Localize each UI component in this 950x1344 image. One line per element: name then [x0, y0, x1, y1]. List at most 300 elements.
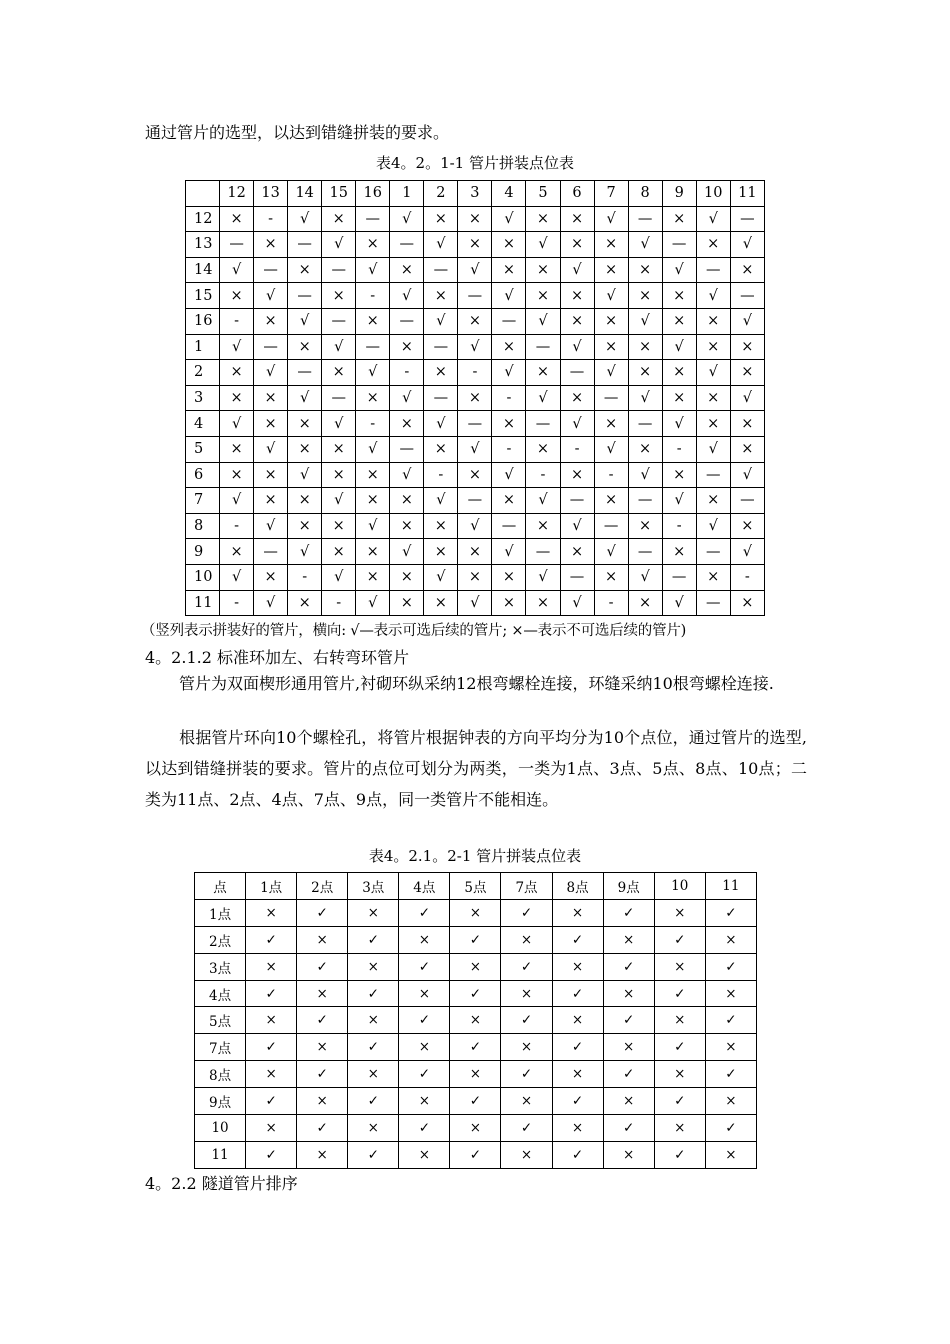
table-cell: — [288, 283, 322, 309]
table-row [195, 1115, 757, 1142]
table-cell: ✓ [552, 926, 603, 953]
table-cell: — [628, 539, 662, 565]
table-cell: × [526, 513, 560, 539]
column-header: 1点 [246, 873, 297, 900]
column-header: 12 [220, 181, 254, 207]
table-cell: √ [390, 283, 424, 309]
header-row [195, 873, 757, 900]
table-row [186, 462, 765, 488]
table-cell: × [220, 283, 254, 309]
table-cell: × [552, 899, 603, 926]
table-cell: × [628, 257, 662, 283]
row-header: 7点 [195, 1034, 246, 1061]
table-cell: — [254, 257, 288, 283]
table-cell: × [654, 899, 705, 926]
table-cell: √ [594, 360, 628, 386]
header-row [186, 181, 765, 207]
table1-note: （竖列表示拼装好的管片，横向: √—表示可选后续的管片; ×—表示不可选后续的管片) [141, 623, 687, 639]
table-cell: - [220, 513, 254, 539]
table-cell: × [662, 462, 696, 488]
table-cell: × [424, 436, 458, 462]
table-cell: × [288, 436, 322, 462]
table-cell: √ [696, 436, 730, 462]
table-cell: - [492, 385, 526, 411]
paragraph-1 [145, 668, 807, 699]
table-cell: × [662, 360, 696, 386]
table-cell: — [322, 257, 356, 283]
table-cell: ✓ [501, 899, 552, 926]
table-cell: ✓ [348, 980, 399, 1007]
table-cell: × [526, 206, 560, 232]
row-header: 6 [186, 462, 220, 488]
table-cell: √ [730, 232, 764, 258]
table-cell: × [254, 232, 288, 258]
table-cell: √ [458, 257, 492, 283]
table-cell: × [348, 1007, 399, 1034]
table-cell: √ [390, 462, 424, 488]
table-cell: × [552, 1007, 603, 1034]
table-cell: - [594, 590, 628, 616]
table-cell: — [254, 334, 288, 360]
table-cell: √ [662, 488, 696, 514]
table-cell: — [322, 385, 356, 411]
table-cell: — [594, 385, 628, 411]
table-cell: ✓ [246, 1088, 297, 1115]
table-row [195, 926, 757, 953]
table-cell: × [424, 513, 458, 539]
column-header: 3点 [348, 873, 399, 900]
table-cell: √ [730, 308, 764, 334]
table-cell: — [424, 334, 458, 360]
table-cell: × [322, 283, 356, 309]
table-cell: - [526, 462, 560, 488]
table-cell: × [424, 283, 458, 309]
column-header: 9点 [603, 873, 654, 900]
row-header: 12 [186, 206, 220, 232]
table-cell: ✓ [705, 1061, 756, 1088]
table-cell: √ [356, 360, 390, 386]
table-cell: × [654, 953, 705, 980]
table-cell: × [730, 360, 764, 386]
table-cell: × [560, 283, 594, 309]
table-cell: √ [220, 488, 254, 514]
table-cell: √ [492, 206, 526, 232]
table-cell: - [322, 590, 356, 616]
table-cell: × [356, 232, 390, 258]
table-cell: × [628, 436, 662, 462]
table-cell: √ [560, 513, 594, 539]
table-cell: × [492, 334, 526, 360]
table-cell: ✓ [603, 1061, 654, 1088]
table-cell: × [594, 232, 628, 258]
table-cell: × [356, 462, 390, 488]
table-cell: — [458, 283, 492, 309]
table-cell: × [730, 334, 764, 360]
table-cell: × [603, 980, 654, 1007]
table-cell: ✓ [297, 899, 348, 926]
table-cell: × [730, 513, 764, 539]
column-header: 4点 [399, 873, 450, 900]
section-heading: 4。2.1.2 标准环加左、右转弯环管片 [145, 648, 409, 667]
column-header: 11 [730, 181, 764, 207]
table-cell: — [458, 488, 492, 514]
row-header: 2点 [195, 926, 246, 953]
table-cell: × [220, 206, 254, 232]
table-cell: × [696, 232, 730, 258]
table-cell: — [322, 308, 356, 334]
row-header: 10 [186, 564, 220, 590]
table-cell: ✓ [348, 1088, 399, 1115]
row-header: 15 [186, 283, 220, 309]
table-row [195, 1088, 757, 1115]
table-cell: × [628, 590, 662, 616]
table-cell: × [458, 564, 492, 590]
table-cell: × [603, 926, 654, 953]
table-cell: √ [322, 564, 356, 590]
table-row [195, 980, 757, 1007]
table-cell: ✓ [552, 1034, 603, 1061]
table-cell: × [390, 334, 424, 360]
table-cell: ✓ [552, 1088, 603, 1115]
table-cell: × [399, 1088, 450, 1115]
table-cell: × [254, 385, 288, 411]
table-cell: — [696, 590, 730, 616]
table-cell: √ [696, 206, 730, 232]
table-cell: ✓ [705, 1115, 756, 1142]
table-row [186, 232, 765, 258]
table-cell: √ [356, 257, 390, 283]
table-cell: √ [526, 232, 560, 258]
table-cell: × [220, 539, 254, 565]
table-cell: × [288, 590, 322, 616]
table-cell: × [450, 1061, 501, 1088]
table-cell: √ [390, 539, 424, 565]
table-cell: √ [356, 436, 390, 462]
table-cell: × [220, 360, 254, 386]
segment-position-table-2 [194, 872, 757, 1169]
table-cell: √ [458, 590, 492, 616]
table-cell: ✓ [603, 1115, 654, 1142]
table-cell: ✓ [501, 1115, 552, 1142]
table-cell: - [730, 564, 764, 590]
paragraph-2 [145, 722, 807, 815]
table-cell: √ [526, 564, 560, 590]
table-cell: — [594, 513, 628, 539]
table-cell: × [450, 1007, 501, 1034]
table-cell: × [696, 334, 730, 360]
table-cell: √ [424, 232, 458, 258]
table-cell: ✓ [654, 926, 705, 953]
table-cell: × [730, 411, 764, 437]
table-cell: — [628, 411, 662, 437]
table-cell: √ [730, 385, 764, 411]
table-row [186, 411, 765, 437]
table-cell: × [297, 980, 348, 1007]
table-cell: - [662, 513, 696, 539]
table-cell: ✓ [603, 899, 654, 926]
table-cell: ✓ [297, 1061, 348, 1088]
table-cell: √ [220, 411, 254, 437]
table-cell: ✓ [705, 953, 756, 980]
table-cell: ✓ [399, 1115, 450, 1142]
table-cell: ✓ [348, 1141, 399, 1168]
table-cell: √ [254, 360, 288, 386]
table-cell: √ [662, 590, 696, 616]
table-row [186, 436, 765, 462]
table-cell: — [628, 488, 662, 514]
table-cell: × [492, 590, 526, 616]
table-cell: — [526, 539, 560, 565]
table-cell: √ [220, 257, 254, 283]
table-cell: √ [730, 462, 764, 488]
column-header: 6 [560, 181, 594, 207]
table-row [195, 1061, 757, 1088]
table-cell: × [501, 926, 552, 953]
table-cell: — [730, 488, 764, 514]
table-cell: — [730, 206, 764, 232]
table-row [186, 539, 765, 565]
table-cell: √ [254, 283, 288, 309]
table-cell: × [424, 206, 458, 232]
table-cell: × [603, 1034, 654, 1061]
table-cell: × [458, 308, 492, 334]
table-cell: - [560, 436, 594, 462]
table-cell: × [552, 953, 603, 980]
table-cell: × [705, 980, 756, 1007]
table-cell: √ [594, 539, 628, 565]
table-cell: × [654, 1007, 705, 1034]
table-cell: √ [492, 360, 526, 386]
table-cell: √ [356, 513, 390, 539]
table-cell: × [246, 1007, 297, 1034]
column-header: 11 [705, 873, 756, 900]
table-cell: × [458, 539, 492, 565]
table-cell: - [356, 283, 390, 309]
table-cell: × [492, 488, 526, 514]
table-cell: × [662, 539, 696, 565]
table-cell: × [492, 257, 526, 283]
row-header: 7 [186, 488, 220, 514]
table-cell: — [390, 308, 424, 334]
table-cell: × [560, 232, 594, 258]
column-header: 16 [356, 181, 390, 207]
column-header: 5点 [450, 873, 501, 900]
table-row [195, 1141, 757, 1168]
table-cell: × [390, 411, 424, 437]
table-cell: × [348, 953, 399, 980]
table-cell: × [526, 436, 560, 462]
table-cell: √ [560, 411, 594, 437]
paragraph-1-text: 管片为双面楔形通用管片,衬砌环纵采纳12根弯螺栓连接，环缝采纳10根弯螺栓连接. [179, 674, 774, 693]
table-cell: - [424, 462, 458, 488]
table-cell: × [322, 462, 356, 488]
row-header: 16 [186, 308, 220, 334]
row-header: 13 [186, 232, 220, 258]
table-cell: √ [526, 308, 560, 334]
row-header: 9点 [195, 1088, 246, 1115]
table-cell: √ [424, 564, 458, 590]
table-cell: × [705, 1141, 756, 1168]
table-cell: × [594, 334, 628, 360]
table-cell: √ [390, 385, 424, 411]
table-cell: ✓ [246, 926, 297, 953]
table-cell: × [246, 1115, 297, 1142]
table-cell: - [390, 360, 424, 386]
table-cell: × [424, 539, 458, 565]
table-row [186, 257, 765, 283]
column-header: 4 [492, 181, 526, 207]
table-cell: × [297, 926, 348, 953]
table-cell: × [560, 206, 594, 232]
table-cell: × [348, 899, 399, 926]
table-cell: √ [424, 411, 458, 437]
table-cell: - [220, 590, 254, 616]
table-row [186, 283, 765, 309]
table-cell: ✓ [705, 899, 756, 926]
table-cell: × [662, 283, 696, 309]
table-cell: × [288, 334, 322, 360]
table-cell: √ [594, 436, 628, 462]
table-cell: √ [662, 257, 696, 283]
table-cell: ✓ [246, 1141, 297, 1168]
table-cell: × [254, 411, 288, 437]
table-cell: — [492, 513, 526, 539]
table-cell: × [560, 462, 594, 488]
table-cell: √ [424, 488, 458, 514]
column-header: 5 [526, 181, 560, 207]
table-cell: × [560, 539, 594, 565]
table-cell: √ [254, 513, 288, 539]
table-cell: × [458, 206, 492, 232]
table-cell: × [696, 385, 730, 411]
table-cell: √ [356, 590, 390, 616]
table-cell: √ [560, 257, 594, 283]
table-cell: √ [322, 334, 356, 360]
table-cell: √ [254, 590, 288, 616]
table-cell: √ [254, 436, 288, 462]
table-cell: × [297, 1141, 348, 1168]
corner-cell [186, 181, 220, 207]
table-cell: √ [288, 462, 322, 488]
table-row [195, 899, 757, 926]
table-cell: √ [458, 436, 492, 462]
table-cell: √ [458, 334, 492, 360]
table-cell: — [288, 360, 322, 386]
table-cell: — [560, 360, 594, 386]
table-cell: ✓ [501, 953, 552, 980]
table-cell: √ [526, 385, 560, 411]
table-cell: — [288, 232, 322, 258]
table-cell: × [560, 308, 594, 334]
table-cell: √ [458, 513, 492, 539]
table-cell: √ [628, 308, 662, 334]
row-header: 11 [195, 1141, 246, 1168]
table-cell: — [424, 257, 458, 283]
table-cell: — [560, 488, 594, 514]
row-header: 4点 [195, 980, 246, 1007]
table-cell: √ [560, 334, 594, 360]
table-cell: × [594, 564, 628, 590]
table-cell: — [628, 206, 662, 232]
table-cell: × [696, 308, 730, 334]
table-cell: × [492, 564, 526, 590]
row-header: 8 [186, 513, 220, 539]
table-cell: - [254, 206, 288, 232]
table-cell: - [492, 436, 526, 462]
table-cell: - [662, 436, 696, 462]
table-cell: × [246, 1061, 297, 1088]
table-cell: — [220, 232, 254, 258]
column-header: 10 [654, 873, 705, 900]
table-cell: ✓ [654, 1088, 705, 1115]
table-cell: × [356, 564, 390, 590]
table-cell: × [654, 1061, 705, 1088]
column-header: 8 [628, 181, 662, 207]
table-cell: ✓ [450, 1141, 501, 1168]
table-cell: × [424, 360, 458, 386]
table-cell: × [662, 206, 696, 232]
table-cell: × [288, 411, 322, 437]
table-cell: - [594, 462, 628, 488]
table-cell: √ [628, 564, 662, 590]
table-cell: √ [594, 206, 628, 232]
column-header: 8点 [552, 873, 603, 900]
table-cell: ✓ [450, 1034, 501, 1061]
table-cell: √ [220, 334, 254, 360]
table-cell: ✓ [399, 899, 450, 926]
table-cell: × [628, 360, 662, 386]
row-header: 5点 [195, 1007, 246, 1034]
corner-cell: 点 [195, 873, 246, 900]
table-cell: √ [492, 539, 526, 565]
table-row [186, 513, 765, 539]
table-cell: — [696, 462, 730, 488]
table-row [195, 953, 757, 980]
table-cell: × [526, 360, 560, 386]
column-header: 14 [288, 181, 322, 207]
table-row [186, 334, 765, 360]
row-header: 11 [186, 590, 220, 616]
intro-line: 通过管片的选型，以达到错缝拼装的要求。 [145, 123, 450, 142]
table-cell: - [288, 564, 322, 590]
table-cell: × [399, 980, 450, 1007]
table-cell: ✓ [450, 980, 501, 1007]
table-cell: × [628, 283, 662, 309]
table-cell: × [662, 385, 696, 411]
row-header: 10 [195, 1115, 246, 1142]
table-cell: × [696, 411, 730, 437]
table-cell: × [594, 488, 628, 514]
table-cell: × [526, 257, 560, 283]
table-cell: × [594, 411, 628, 437]
table-cell: × [399, 1141, 450, 1168]
table-cell: ✓ [654, 1034, 705, 1061]
table-cell: × [594, 308, 628, 334]
table-cell: √ [628, 462, 662, 488]
table-cell: — [492, 308, 526, 334]
table-cell: × [730, 590, 764, 616]
table-cell: — [526, 411, 560, 437]
table-cell: ✓ [450, 926, 501, 953]
table-cell: × [501, 980, 552, 1007]
table-cell: × [220, 462, 254, 488]
table-cell: ✓ [246, 980, 297, 1007]
table-cell: × [254, 308, 288, 334]
table-cell: √ [288, 206, 322, 232]
table-cell: × [730, 257, 764, 283]
table-cell: √ [322, 488, 356, 514]
row-header: 1点 [195, 899, 246, 926]
